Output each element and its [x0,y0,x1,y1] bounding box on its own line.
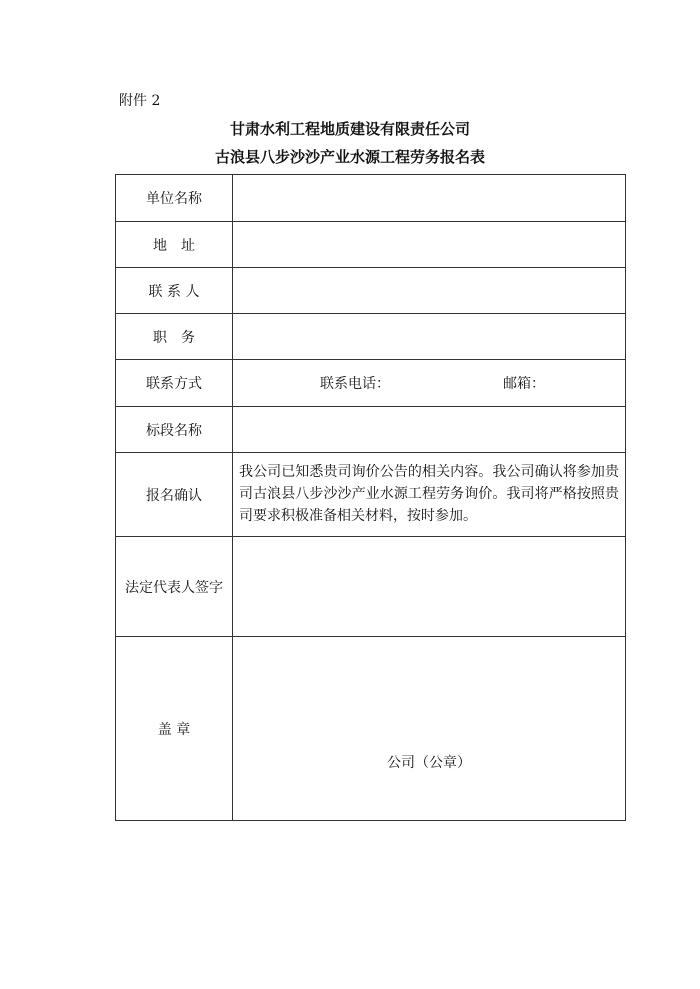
legal-rep-signature-label: 法定代表人签字 [116,537,233,637]
row-contact-person [116,268,626,314]
legal-rep-signature-field[interactable] [233,537,626,637]
registration-confirm-label: 报名确认 [116,453,233,537]
attachment-label: 附件 2 [119,93,161,109]
row-legal-rep-signature [116,537,626,637]
position-label: 职 务 [116,314,233,360]
registration-form-table [115,174,626,821]
phone-label[interactable]: 联系电话： [320,376,390,392]
contact-person-field[interactable] [233,268,626,314]
lot-name-label: 标段名称 [116,407,233,453]
row-position [116,314,626,360]
address-label: 地 址 [116,222,233,268]
company-name-field[interactable] [233,175,626,222]
document-title-company: 甘肃水利工程地质建设有限责任公司 [229,120,470,138]
row-seal [116,637,626,821]
company-seal-text: 公司（公章） [387,755,471,771]
row-company-name [116,175,626,222]
company-name-label: 单位名称 [116,175,233,222]
contact-person-label: 联 系 人 [116,268,233,314]
row-lot-name [116,407,626,453]
registration-confirm-text: 我公司已知悉贵司询价公告的相关内容。我公司确认将参加贵司古浪县八步沙沙产业水源工程劳务询价。我司将严格按照贵司要求积极准备相关材料，按时参加。 [233,453,626,537]
seal-label: 盖 章 [116,637,233,821]
email-label[interactable]: 邮箱： [503,376,545,392]
position-field[interactable] [233,314,626,360]
contact-method-field [233,360,626,407]
row-contact-method [116,360,626,407]
seal-field[interactable] [233,637,626,821]
address-field[interactable] [233,222,626,268]
row-registration-confirm [116,453,626,537]
document-title-form: 古浪县八步沙沙产业水源工程劳务报名表 [214,148,485,166]
lot-name-field[interactable] [233,407,626,453]
contact-method-label: 联系方式 [116,360,233,407]
row-address [116,222,626,268]
